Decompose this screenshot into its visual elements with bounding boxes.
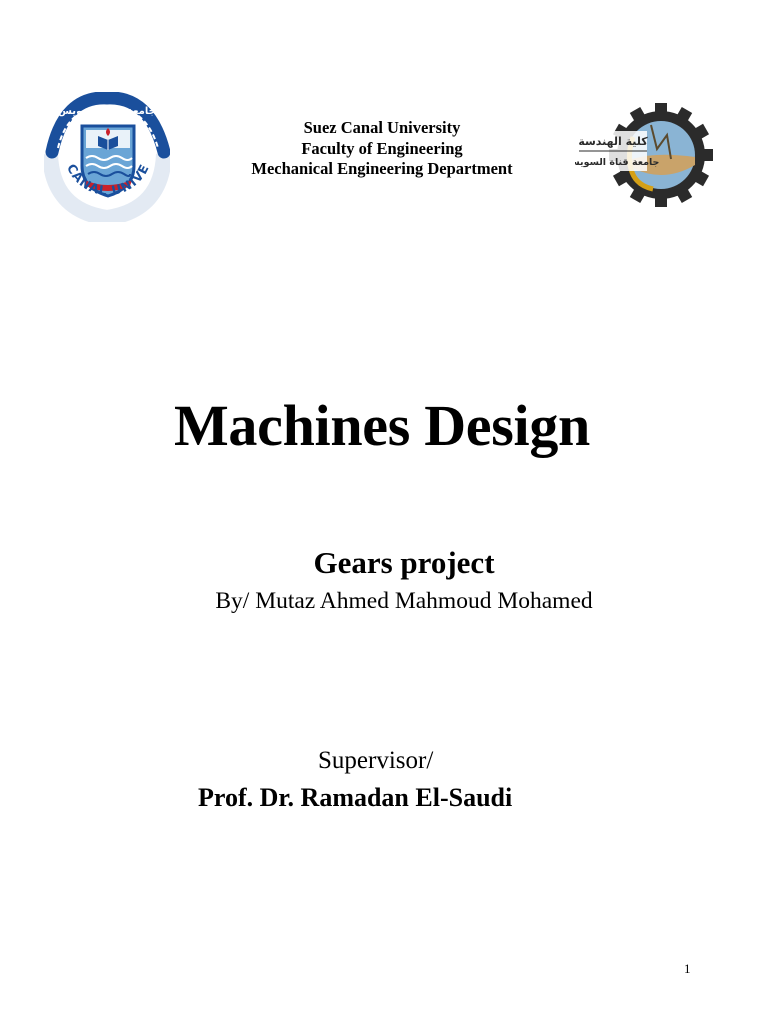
institution-header	[200, 118, 564, 180]
document-title: Machines Design	[173, 393, 590, 458]
faculty-of-engineering-logo	[575, 103, 715, 207]
supervisor-name: Prof. Dr. Ramadan El-Saudi	[198, 783, 513, 812]
supervisor-label: Supervisor/	[318, 747, 434, 774]
department-name: Mechanical Engineering Department	[251, 159, 513, 178]
left-logo-ring-text: CANAL UNIVE	[64, 161, 153, 199]
suez-canal-university-logo	[44, 92, 170, 222]
left-logo-arabic-text: جامعة قناة السويس	[58, 106, 156, 117]
right-logo-arabic-line-1: كلية الهندسة	[578, 135, 648, 148]
right-logo-arabic-line-2: جامعة قناة السويس	[575, 157, 660, 168]
page-number: 1	[684, 961, 691, 976]
university-name: Suez Canal University	[303, 118, 461, 137]
faculty-name: Faculty of Engineering	[301, 138, 463, 158]
document-subtitle: Gears project	[313, 545, 495, 580]
author-line: By/ Mutaz Ahmed Mahmoud Mohamed	[215, 588, 593, 614]
